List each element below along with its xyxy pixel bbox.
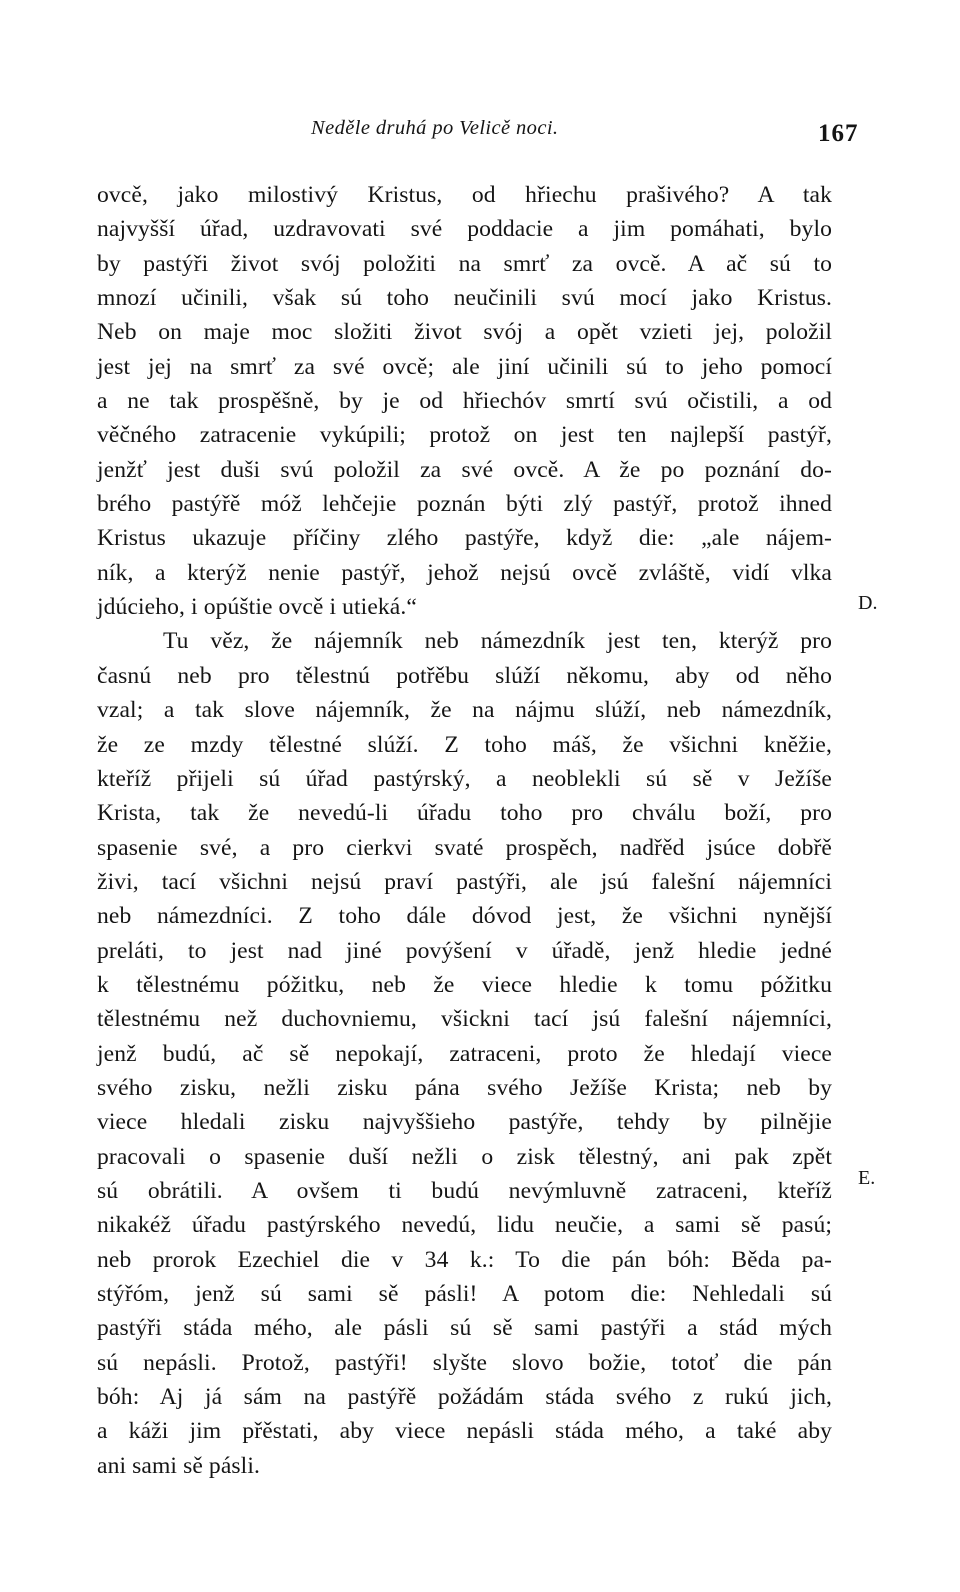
text-line: jenž budú, ač sě nepokají, zatraceni, proto že hledají viece (97, 1040, 832, 1067)
text-line: tělestnému než duchovniemu, všickni tací jsú falešní nájemníci, (97, 1006, 832, 1033)
text-line: věčného zatracenie vykúpili; protož on jest ten najlepší pastýř, (97, 422, 832, 449)
text-line: jenžť jest duši svú položil za své ovcě. A že po poznání do- (97, 456, 832, 483)
text-line: stýřóm, jenž sú sami sě pásli! A potom die: Nehledali sú (97, 1281, 832, 1307)
margin-note-d: D. (858, 592, 878, 614)
text-line: jest jej na smrť za své ovcě; ale jiní učinili sú to jeho pomocí (97, 353, 832, 380)
text-line: nikakéž úřadu pastýrského nevedú, lidu neučie, a sami sě pasú; (97, 1212, 832, 1239)
text-line: živi, tací všichni nejsú praví pastýři, ale jsú falešní nájemníci (97, 868, 832, 895)
text-line: ník, a kterýž nenie pastýř, jehož nejsú ovcě zvláště, vidí vlka (97, 559, 832, 586)
text-line: brého pastýřě móž lehčejie poznán býti zlý pastýř, protož ihned (97, 491, 832, 518)
text-line: neb námezdníci. Z toho dále dóvod jest, že všichni nynější (97, 903, 832, 930)
text-line: pracovali o spasenie duší nežli o zisk tělestný, ani pak zpět (97, 1143, 832, 1170)
text-line: pastýři stáda mého, ale pásli sú sě sami pastýři a stád mých (97, 1315, 832, 1342)
text-line: vzal; a tak slove nájemník, že na nájmu slúží, neb námezdník, (97, 697, 832, 724)
paragraph-first-line: Tu věz, že nájemník neb námezdník jest ten, kterýž pro (163, 628, 832, 655)
text-line: neb prorok Ezechiel die v 34 k.: To die pán bóh: Běda pa- (97, 1246, 832, 1273)
body-text (97, 178, 832, 1483)
text-line: a ne tak prospěšně, by je od hřiechóv smrtí svú očistili, a od (97, 388, 832, 415)
text-line: mnozí učinili, však sú toho neučinili svú mocí jako Kristus. (97, 285, 832, 312)
text-line: Neb on maje moc složiti život svój a opět vzieti jej, položil (97, 319, 832, 346)
margin-note-e: E. (858, 1167, 876, 1189)
text-line: Kristus ukazuje příčiny zlého pastýře, když die: „ale nájem- (97, 525, 832, 552)
text-line: sú obrátili. A ovšem ti budú nevýmluvně zatraceni, kteříž (97, 1177, 832, 1204)
text-line: preláti, to jest nad jiné povýšení v úřadě, jenž hledie jedné (97, 937, 832, 964)
text-line: najvyšší úřad, uzdravovati své poddacie a jim pomáhati, bylo (97, 216, 832, 243)
text-line: k tělestnému póžitku, neb že viece hledie k tomu póžitku (97, 971, 832, 998)
running-title: Neděle druhá po Velicě noci. (311, 117, 559, 139)
text-line: sú nepásli. Protož, pastýři! slyšte slovo božie, totoť die pán (97, 1349, 832, 1376)
text-line: ani sami sě pásli. (97, 1452, 260, 1479)
text-line: ovcě, jako milostivý Kristus, od hřiechu prašivého? A tak (97, 182, 832, 208)
text-line: bóh: Aj já sám na pastýřě požádám stáda svého z rukú jich, (97, 1384, 832, 1411)
text-line: časnú neb pro tělestnú potřěbu slúží někomu, aby od něho (97, 662, 832, 689)
page-number: 167 (818, 120, 859, 147)
text-line: jdúcieho, i opúštie ovcě i utieká.“ (97, 594, 417, 621)
text-line: kteříž přijeli sú úřad pastýrský, a neoblekli sú sě v Ježíše (97, 765, 832, 792)
text-line: viece hledali zisku najvyššieho pastýře, tehdy by pilnějie (97, 1109, 832, 1136)
text-line: Krista, tak že nevedú-li úřadu toho pro chválu boží, pro (97, 800, 832, 827)
text-line: a káži jim přěstati, aby viece nepásli stáda mého, a také aby (97, 1418, 832, 1445)
text-line: svého zisku, nežli zisku pána svého Ježíše Krista; neb by (97, 1074, 832, 1101)
text-line: by pastýři život svój položiti na smrť za ovcě. A ač sú to (97, 250, 832, 277)
text-line: že ze mzdy tělestné slúží. Z toho máš, že všichni kněžie, (97, 731, 832, 758)
text-line: spasenie své, a pro cierkvi svaté prospěch, nadřěd jsúce dobřě (97, 834, 832, 861)
